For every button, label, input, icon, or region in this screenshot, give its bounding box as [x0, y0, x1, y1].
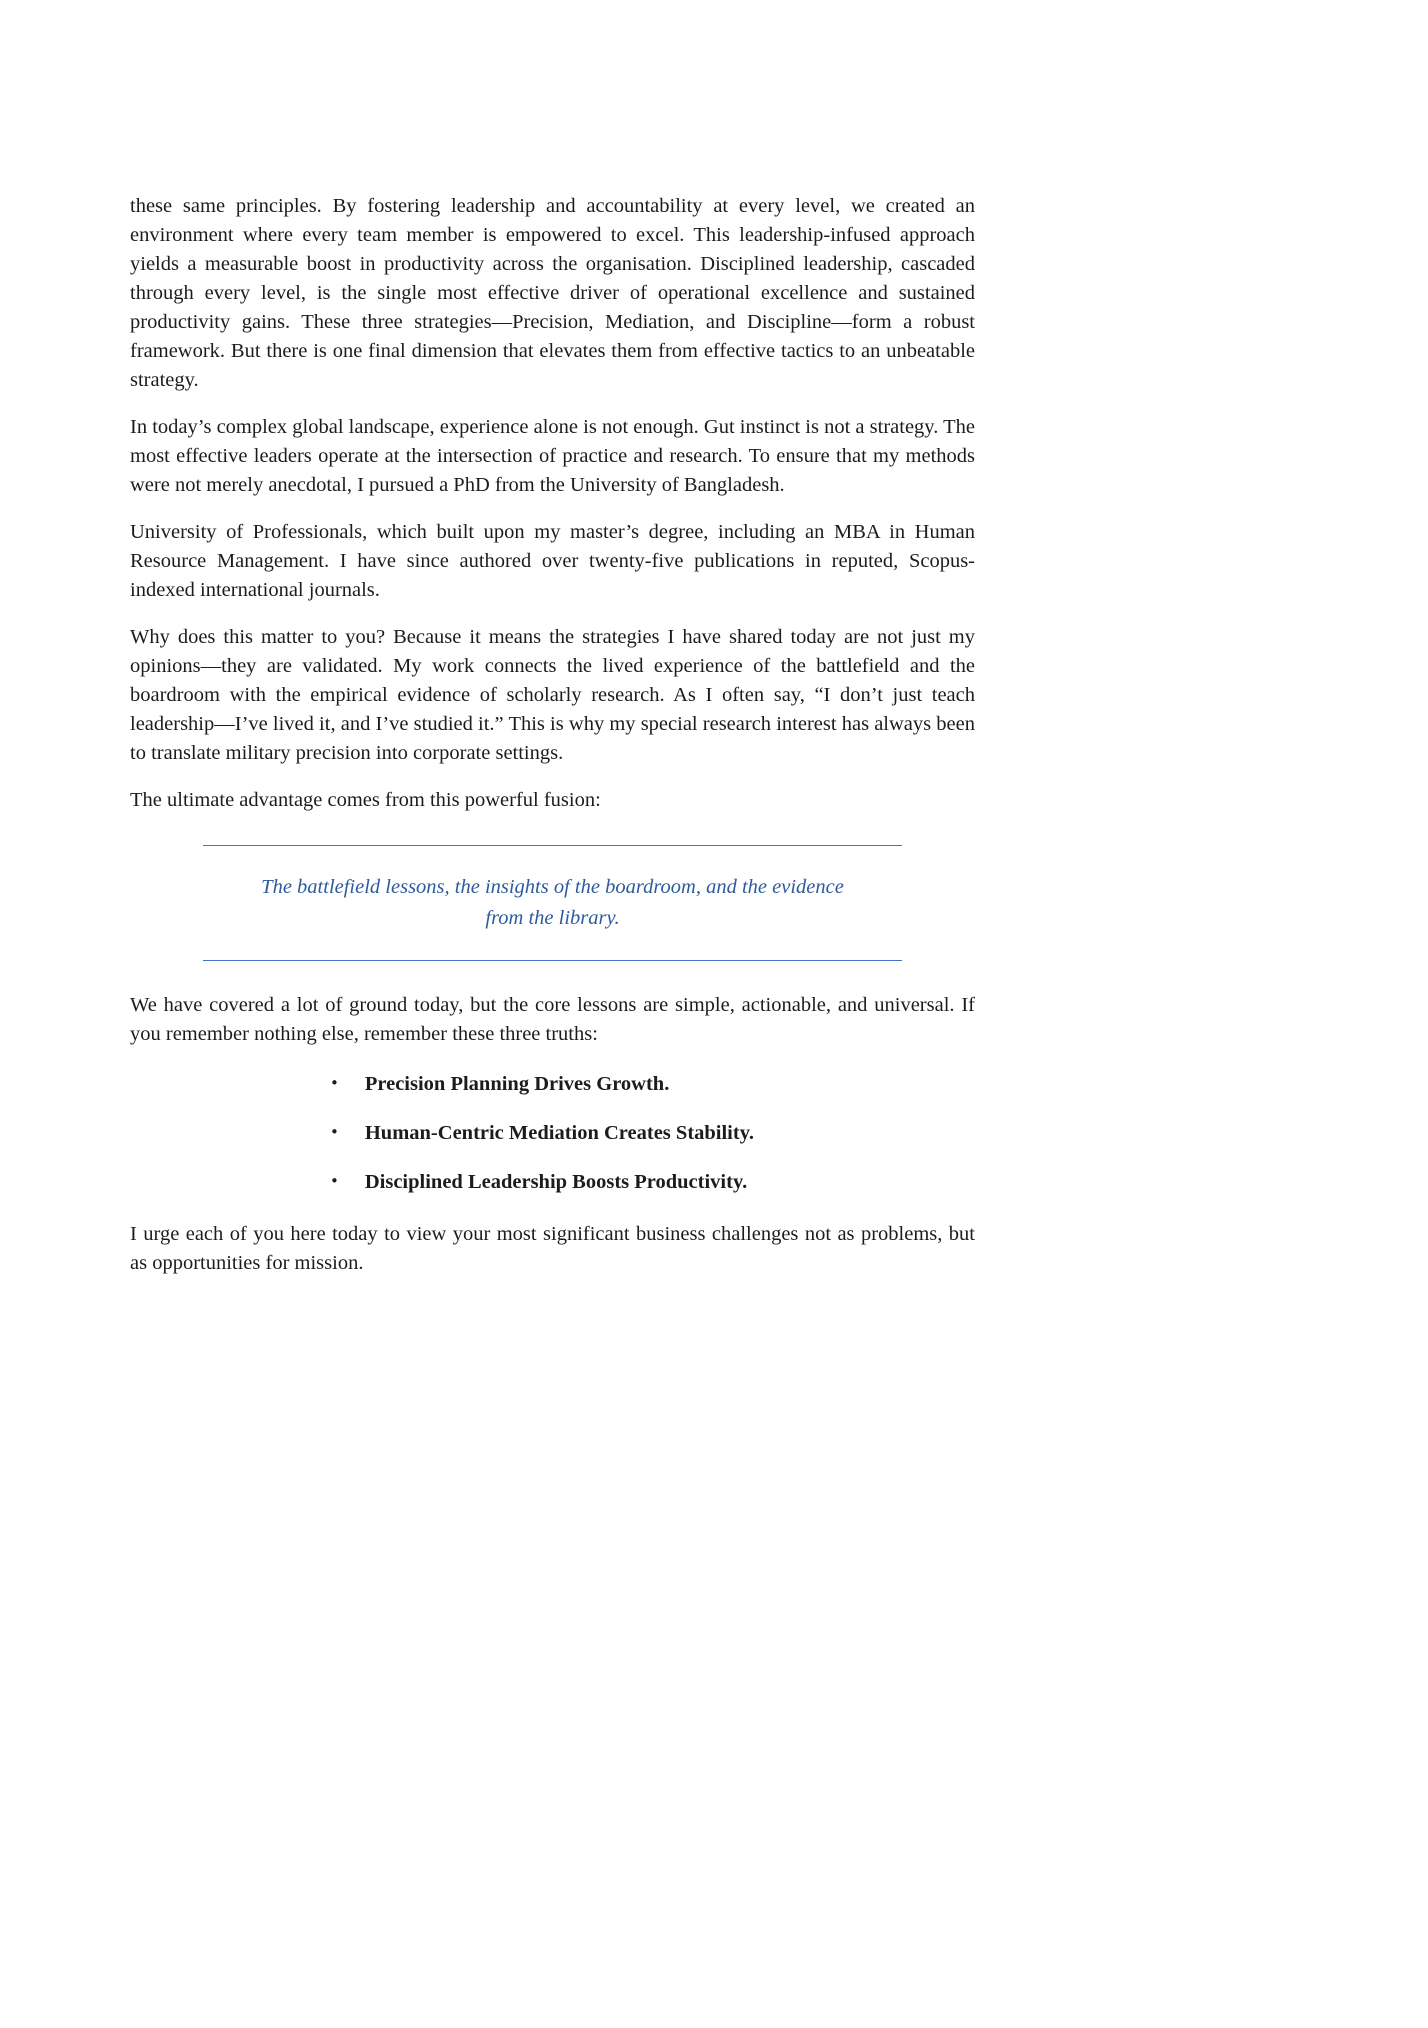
body-paragraph: University of Professionals, which built upon my master’s degree, including an MBA in Human Resource Management. I have since authored over twenty-five publications in reputed, Scopus-indexed international journals.: [130, 521, 975, 601]
bullet-icon: •: [330, 1074, 339, 1092]
body-paragraph: The ultimate advantage comes from this powerful fusion:: [130, 789, 601, 811]
pull-quote: [203, 845, 902, 961]
body-paragraph: In today’s complex global landscape, experience alone is not enough. Gut instinct is not a strategy. The most effective leaders operate at the intersection of practice and research. To ensure that my methods were not merely anecdotal, I pursued a PhD from the University of Bangladesh.: [130, 416, 975, 496]
body-paragraph: We have covered a lot of ground today, but the core lessons are simple, actionable, and universal. If you remember nothing else, remember these three truths:: [130, 994, 975, 1045]
body-paragraph: these same principles. By fostering leadership and accountability at every level, we created an environment where every team member is empowered to excel. This leadership-infused approach yields a measurable boost in productivity across the organisation. Disciplined leadership, cascaded through every level, is the single most effective driver of operational excellence and sustained productivity gains. These three strategies—Precision, Mediation, and Discipline—form a robust framework. But there is one final dimension that elevates them from effective tactics to an unbeatable strategy.: [130, 195, 975, 391]
pull-quote-text: The battlefield lessons, the insights of the boardroom, and the evidence from the library.: [261, 876, 844, 929]
list-item: [330, 1120, 975, 1147]
list-item-label: Disciplined Leadership Boosts Productivity.: [364, 1171, 748, 1193]
list-item-label: Human-Centric Mediation Creates Stability.: [364, 1122, 754, 1144]
body-paragraph: Why does this matter to you? Because it means the strategies I have shared today are not just my opinions—they are validated. My work connects the lived experience of the battlefield and the boardroom with the empirical evidence of scholarly research. As I often say, “I don’t just teach leadership—I’ve lived it, and I’ve studied it.” This is why my special research interest has always been to translate military precision into corporate settings.: [130, 626, 975, 764]
key-truths-list: [130, 1071, 975, 1196]
bullet-icon: •: [330, 1172, 339, 1190]
list-item: [330, 1071, 975, 1098]
document-content: [130, 192, 975, 1296]
body-paragraph: I urge each of you here today to view your most significant business challenges not as problems, but as opportunities for mission.: [130, 1223, 975, 1274]
list-item-label: Precision Planning Drives Growth.: [364, 1073, 670, 1095]
list-item: [330, 1169, 975, 1196]
bullet-icon: •: [330, 1123, 339, 1141]
